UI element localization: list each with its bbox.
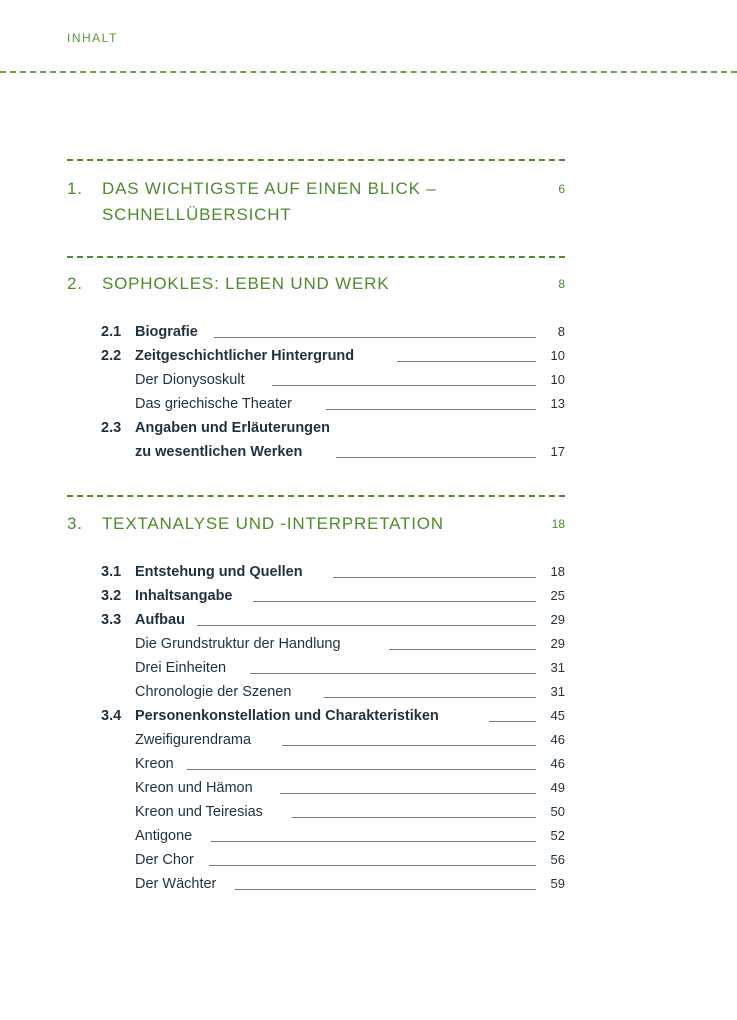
entry-title: Der Chor	[135, 852, 194, 868]
entry-page-number: 10	[550, 372, 565, 387]
dot-leader	[489, 721, 536, 722]
entry-number: 2.2	[101, 348, 122, 364]
chapter-number: 1.	[67, 179, 83, 198]
dot-leader	[389, 649, 536, 650]
toc-entry[interactable]	[101, 610, 565, 630]
toc-chapter-2[interactable]	[67, 271, 565, 297]
toc-entry[interactable]	[101, 826, 565, 846]
entry-title: Inhaltsangabe	[135, 588, 233, 604]
dot-leader	[326, 409, 536, 410]
entry-page-number: 46	[550, 732, 565, 747]
toc-chapter-3[interactable]	[67, 511, 565, 537]
toc-entry[interactable]	[101, 778, 565, 798]
entry-page-number: 59	[550, 876, 565, 891]
dot-leader	[333, 577, 536, 578]
running-head: INHALT	[67, 31, 118, 45]
entry-number: 3.2	[101, 588, 122, 604]
chapter-page-number: 8	[558, 277, 565, 291]
chapter-page-number: 18	[551, 517, 565, 531]
dot-leader	[214, 337, 536, 338]
dot-leader	[250, 673, 536, 674]
entry-title: Entstehung und Quellen	[135, 564, 303, 580]
entry-page-number: 8	[557, 324, 565, 339]
chapter-title: SOPHOKLES: LEBEN UND WERK	[102, 274, 390, 293]
entry-number: 2.1	[101, 324, 122, 340]
entry-page-number: 17	[550, 444, 565, 459]
dot-leader	[397, 361, 536, 362]
dot-leader	[282, 745, 536, 746]
entry-page-number: 31	[550, 660, 565, 675]
entry-page-number: 10	[550, 348, 565, 363]
entry-title: Kreon und Teiresias	[135, 804, 263, 820]
chapter-divider	[67, 256, 565, 258]
toc-entry[interactable]	[101, 754, 565, 774]
entry-page-number: 18	[550, 564, 565, 579]
entry-number: 3.3	[101, 612, 122, 628]
entry-page-number: 13	[550, 396, 565, 411]
entry-page-number: 29	[550, 612, 565, 627]
entry-page-number: 56	[550, 852, 565, 867]
entry-title: Chronologie der Szenen	[135, 684, 292, 700]
entry-title: Antigone	[135, 828, 193, 844]
header-divider	[0, 71, 737, 73]
toc-entry[interactable]	[101, 730, 565, 750]
toc-entry[interactable]	[101, 658, 565, 678]
entry-page-number: 29	[550, 636, 565, 651]
entry-number: 3.4	[101, 708, 122, 724]
toc-entry[interactable]	[101, 322, 565, 342]
entry-title: Kreon	[135, 756, 174, 772]
dot-leader	[187, 769, 536, 770]
dot-leader	[209, 865, 536, 866]
entry-page-number: 52	[550, 828, 565, 843]
chapter-number: 2.	[67, 274, 83, 293]
entry-title: zu wesentlichen Werken	[135, 444, 303, 460]
toc-entry[interactable]	[101, 850, 565, 870]
entry-page-number: 50	[550, 804, 565, 819]
toc-entry[interactable]	[101, 418, 565, 438]
entry-page-number: 31	[550, 684, 565, 699]
entry-title: Drei Einheiten	[135, 660, 227, 676]
entry-page-number: 25	[550, 588, 565, 603]
dot-leader	[197, 625, 536, 626]
dot-leader	[336, 457, 536, 458]
chapter-page-number: 6	[558, 182, 565, 196]
toc-entry[interactable]	[101, 874, 565, 894]
toc-entry[interactable]	[101, 634, 565, 654]
entry-title: Angaben und Erläuterungen	[135, 420, 330, 436]
dot-leader	[272, 385, 536, 386]
dot-leader	[211, 841, 536, 842]
entry-title: Der Wächter	[135, 876, 217, 892]
toc-entry[interactable]	[101, 802, 565, 822]
entry-title: Zeitgeschichtlicher Hintergrund	[135, 348, 355, 364]
toc-entry[interactable]	[101, 442, 565, 462]
entry-title: Zweifigurendrama	[135, 732, 252, 748]
toc-entry[interactable]	[101, 706, 565, 726]
entry-number: 2.3	[101, 420, 122, 436]
toc-entry[interactable]	[101, 562, 565, 582]
entry-title: Kreon und Hämon	[135, 780, 253, 796]
toc-entry[interactable]	[101, 682, 565, 702]
entry-title: Personenkonstellation und Charakteristiken	[135, 708, 439, 724]
dot-leader	[235, 889, 536, 890]
entry-page-number: 46	[550, 756, 565, 771]
entry-page-number: 45	[550, 708, 565, 723]
entry-number: 3.1	[101, 564, 122, 580]
dot-leader	[253, 601, 536, 602]
chapter-divider	[67, 495, 565, 497]
entry-title: Biografie	[135, 324, 198, 340]
toc-entry[interactable]	[101, 394, 565, 414]
toc-entry[interactable]	[101, 586, 565, 606]
chapter-title: DAS WICHTIGSTE AUF EINEN BLICK – SCHNELLÜBERSICHT	[102, 179, 437, 224]
chapter-number: 3.	[67, 514, 83, 533]
chapter-title: TEXTANALYSE UND -INTERPRETATION	[102, 514, 444, 533]
dot-leader	[292, 817, 536, 818]
toc-entry[interactable]	[101, 346, 565, 366]
entry-title: Das griechische Theater	[135, 396, 292, 412]
chapter-divider	[67, 159, 565, 161]
toc-chapter-1[interactable]	[67, 176, 565, 228]
dot-leader	[324, 697, 536, 698]
entry-title: Die Grundstruktur der Handlung	[135, 636, 341, 652]
entry-title: Der Dionysoskult	[135, 372, 245, 388]
entry-title: Aufbau	[135, 612, 185, 628]
dot-leader	[280, 793, 536, 794]
entry-page-number: 49	[550, 780, 565, 795]
toc-entry[interactable]	[101, 370, 565, 390]
